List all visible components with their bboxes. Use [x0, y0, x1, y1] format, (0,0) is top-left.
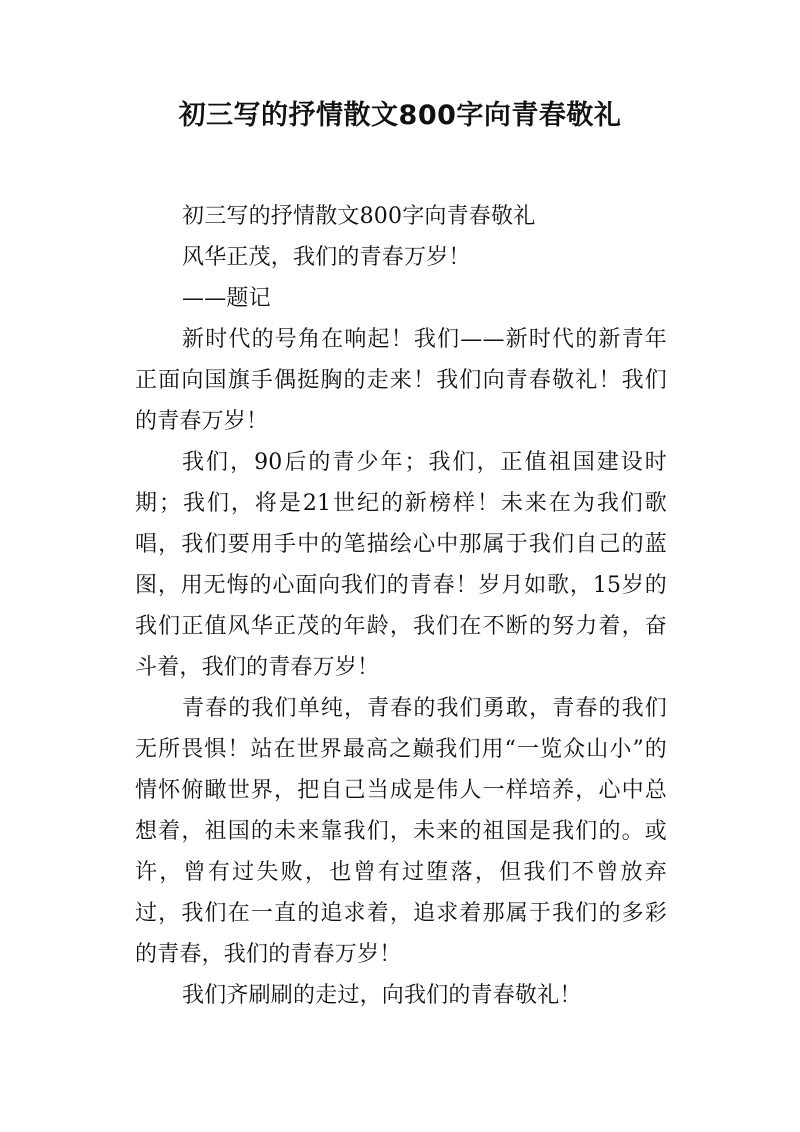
paragraph-subtitle: 初三写的抒情散文800字向青春敬礼: [182, 204, 536, 229]
paragraph-epigraph-note: ——题记: [182, 286, 271, 311]
document-title: 初三写的抒情散文800字向青春敬礼: [178, 100, 622, 131]
paragraph-motto: 风华正茂，我们的青春万岁！: [182, 245, 471, 270]
paragraph-closing: 我们齐刷刷的走过，向我们的青春敬礼！: [182, 983, 582, 1008]
paragraph: 新时代的号角在响起！我们——新时代的新青年正面向国旗手偶挺胸的走来！我们向青春敬礼！我们的青春万岁！: [135, 327, 667, 434]
document-body: [135, 196, 667, 1016]
paragraph: 青春的我们单纯，青春的我们勇敢，青春的我们无所畏惧！站在世界最高之巅我们用“一览众山小”的情怀俯瞰世界，把自己当成是伟人一样培养，心中总想着，祖国的未来靠我们，未来的祖国是我们的。或许，曾有过失败，也曾有过堕落，但我们不曾放弃过，我们在一直的追求着，追求着那属于我们的多彩的青春，我们的青春万岁！: [135, 696, 667, 967]
paragraph: 我们，90后的青少年；我们，正值祖国建设时期；我们，将是21世纪的新榜样！未来在为我们歌唱，我们要用手中的笔描绘心中那属于我们自己的蓝图，用无悔的心面向我们的青春！岁月如歌，15岁的我们正值风华正茂的年龄，我们在不断的努力着，奋斗着，我们的青春万岁！: [135, 450, 667, 680]
